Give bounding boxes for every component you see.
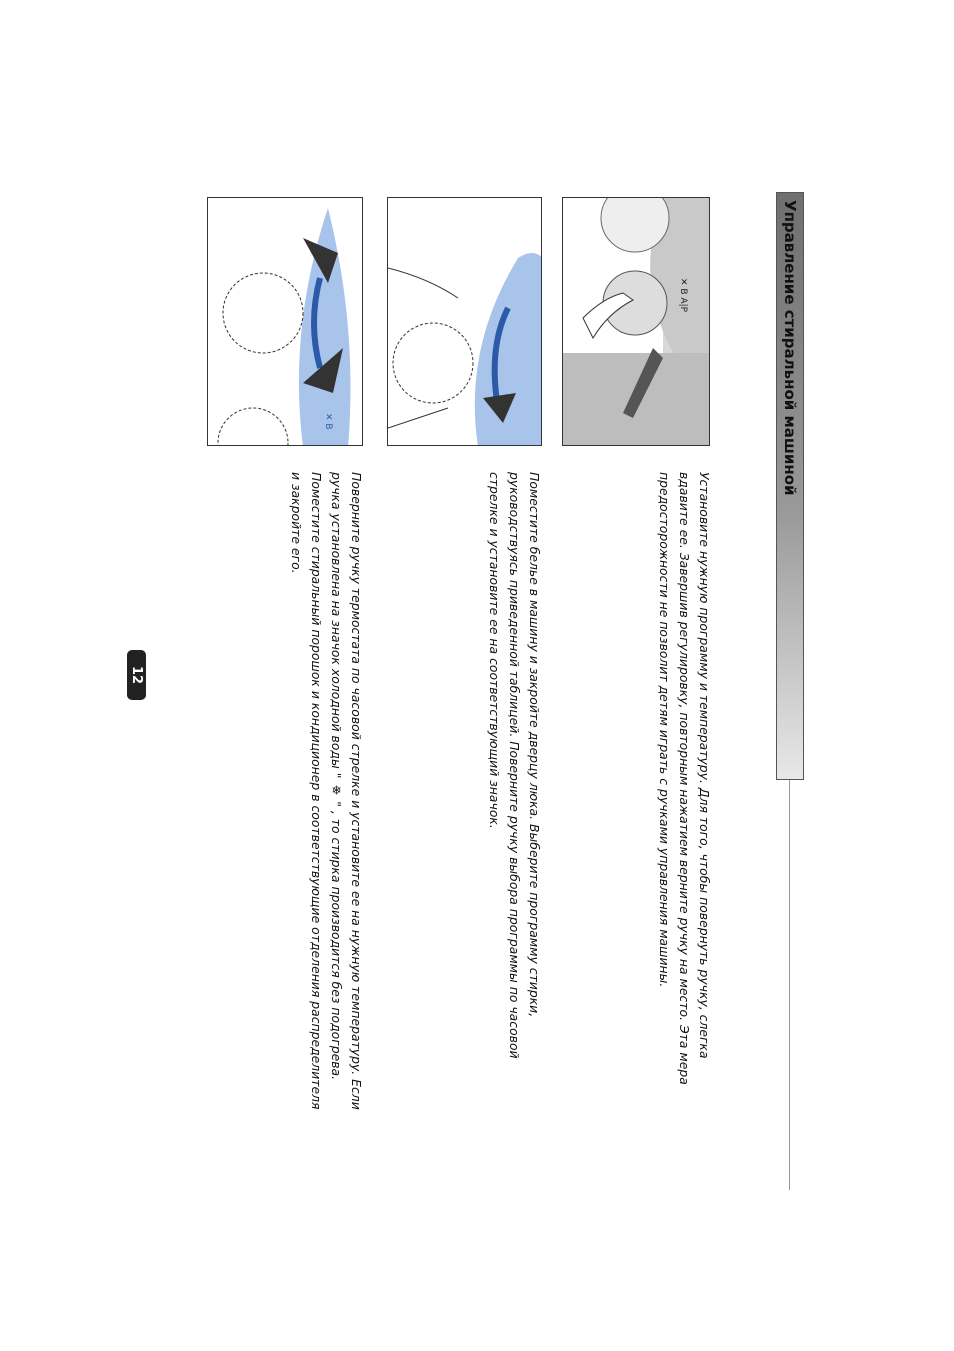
paragraph-thermostat: Поверните ручку термостата по часовой стрелке и установите ее на нужную температуру. Если ручка установлена на значок холодной воды " ❄ " , то стирка производится без подогрева. Поместите стиральный порошок и кондиционер в соответствующие отделения распределителя и закройте его.	[289, 472, 364, 1110]
paragraph-select-program: Поместите белье в машину и закройте дверцу люка. Выберите программу стирки, руководствуясь приведенной таблицей. Поверните ручку выбора программы по часовой стрелке и установите ее на соответствующий значок.	[487, 472, 542, 1059]
figure-thermostat-knob	[207, 197, 363, 446]
knob-labels: ✕ B A|P	[678, 278, 688, 313]
figure-program-knob	[387, 197, 542, 446]
figure-press-knob	[562, 197, 710, 446]
knob-press-illustration	[563, 198, 710, 446]
page-title: Управление стиральной машиной	[781, 200, 799, 496]
program-knob-illustration	[388, 198, 542, 446]
knob-labels: ✕ B	[323, 413, 333, 430]
paragraph-set-program: Установите нужную программу и температуру. Для того, чтобы повернуть ручку, слегка вдавите ее. Завершив регулировку, повторным нажатием верните ручку на место. Эта мера предосторожности не позволит детям играть с ручками управления машины.	[657, 472, 712, 1085]
thermostat-knob-illustration	[208, 198, 363, 446]
divider-line	[789, 780, 790, 1190]
page-number: 12	[127, 650, 146, 700]
